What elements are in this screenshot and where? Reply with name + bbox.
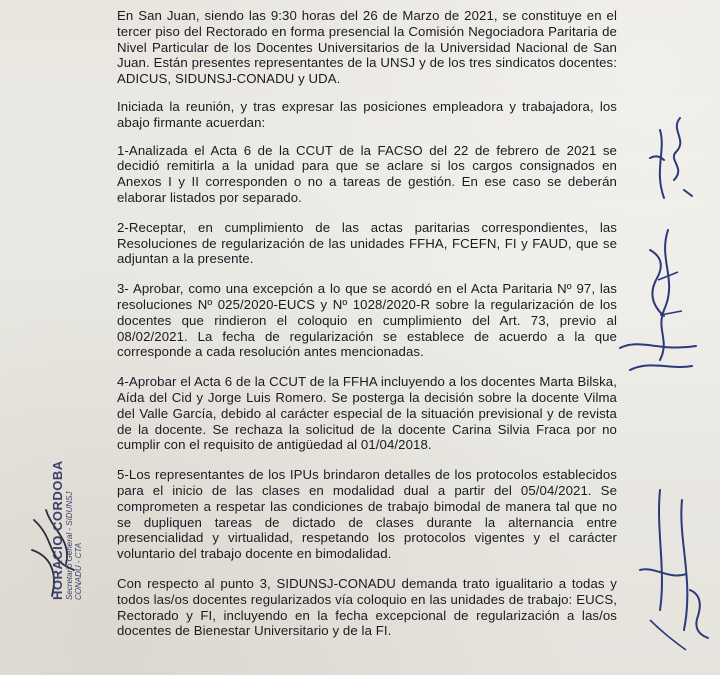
official-stamp — [50, 460, 83, 600]
item-4: 4-Aprobar el Acta 6 de la CCUT de la FFHA incluyendo a los docentes Marta Bilska, Aída del Cid y Jorge Luis Romero. Se posterga la decisión sobre la docente Vilma del Valle García, debido al carácter especial de la situación previsional y de revista de la docente. Se rechaza la solicitud de la docente Carina Silvia Fraca por no cumplir con el requisito de antigüedad al 01/04/2018. — [117, 374, 617, 453]
intro-paragraph: En San Juan, siendo las 9:30 horas del 26 de Marzo de 2021, se constituye en el tercer piso del Rectorado en forma presencial la Comisión Negociadora Paritaria de Nivel Particular de los Docentes Universitarios de la Universidad Nacional de San Juan. Están presentes representantes de la UNSJ y de los tres sindicatos docentes: ADICUS, SIDUNSJ-CONADU y UDA. — [117, 8, 617, 87]
margin-signature-bottom-icon — [620, 470, 720, 660]
item-3: 3- Aprobar, como una excepción a lo que se acordó en el Acta Paritaria Nº 97, las resoluciones Nº 025/2020-EUCS y Nº 1028/2020-R sobre la regularización de los docentes que rindieron el coloquio en cumplimiento del Art. 73, previo al 08/02/2021. La fecha de regularización se establece de acuerdo a la que corresponde a cada resolución antes mencionadas. — [117, 281, 617, 360]
document-body — [117, 8, 617, 653]
agreement-lead: Iniciada la reunión, y tras expresar las posiciones empleadora y trabajadora, los abajo firmante acuerdan: — [117, 98, 617, 130]
stamp-role-line-1: Secretario General - SIDUNSJ — [65, 491, 74, 600]
stamp-name: HORACIO CORDOBA — [50, 460, 65, 600]
item-2: 2-Receptar, en cumplimiento de las actas paritarias correspondientes, las Resoluciones de regularización de las unidades FFHA, FCEFN, FI y FAUD, que se adjuntan a la presente. — [117, 219, 617, 267]
stamp-role-line-2: CONADU - CTA — [74, 542, 83, 600]
item-1: 1-Analizada el Acta 6 de la CCUT de la FACSO del 22 de febrero de 2021 se decidió remitirla a la unidad para que se aclare si los cargos consignados en Anexos I y II corresponden o no a tareas de gestión. En ese caso se deberán elaborar listados por separado. — [117, 142, 617, 205]
margin-signature-middle-icon — [600, 220, 700, 390]
closing-paragraph: Con respecto al punto 3, SIDUNSJ-CONADU demanda trato igualitario a todas y todos las/os docentes regularizados vía coloquio en las unidades de trabajo: EUCS, Rectorado y FI, incluyendo en la fecha excepcional de regularización a las/os docentes de Bienestar Universitario y de la FI. — [117, 575, 617, 639]
item-5: 5-Los representantes de los IPUs brindaron detalles de los protocolos establecidos para el inicio de las clases en modalidad dual a partir del 05/04/2021. Se comprometen a respetar las condiciones de trabajo bimodal de manera tal que no se dupliquen tareas de dictado de clases durante la alternancia entre presencialidad y virtualidad, respetando los protocolos vigentes y el carácter voluntario del trabajo docente en bimodalidad. — [117, 467, 617, 562]
margin-signature-top-icon — [640, 110, 700, 220]
